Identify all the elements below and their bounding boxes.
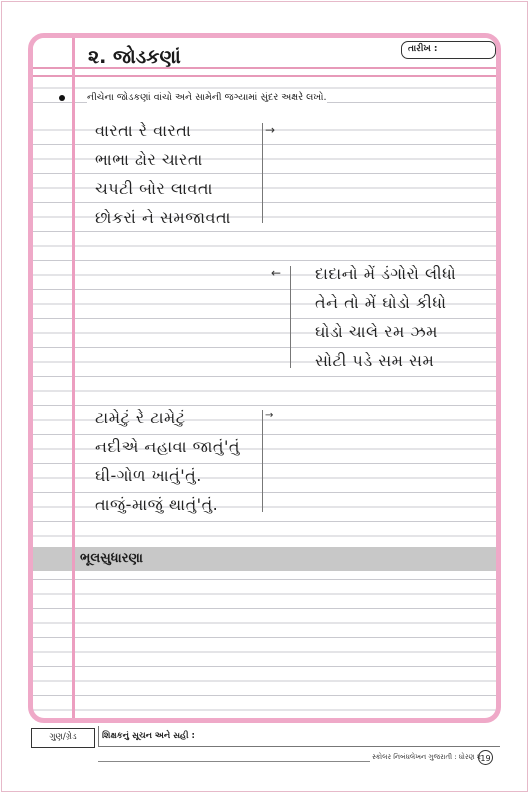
rhyme-3-line-2: નદીએ નહાવા જાતું'તું: [95, 437, 240, 456]
book-title: સ્કોલર નિબંધલેખન ગુજરાતી : ધોરણ ૨: [372, 753, 481, 761]
bullet-icon: [59, 95, 65, 101]
rhyme-3-line-3: ઘી-ગોળ ખાતું'તું.: [95, 466, 202, 485]
grade-box: [31, 728, 95, 748]
correction-band: [33, 547, 496, 571]
worksheet-page: [28, 33, 501, 723]
rhyme-1-line-2: ભાભા ઢોર ચારતા: [95, 150, 203, 169]
arrow-right-icon: →: [265, 410, 274, 421]
grade-label: ગુણ/ગ્રેડ: [49, 732, 77, 742]
arrow-right-icon: →: [265, 123, 276, 137]
teacher-remark-label: શિક્ષકનું સૂચન અને સહી :: [102, 731, 195, 741]
rhyme-3-line-1: ટામેટું રે ટામેટું: [95, 408, 186, 427]
rhyme-2-line-4: સોટી પડે સમ સમ: [315, 351, 435, 370]
date-field[interactable]: [401, 41, 496, 59]
margin-line: [72, 38, 75, 718]
page-title: ૨. જોડકણાં: [88, 46, 181, 68]
rhyme-1-divider: [262, 123, 263, 223]
teacher-separator: [98, 726, 99, 747]
rhyme-1-line-3: ચપટી બોર લાવતા: [95, 179, 213, 198]
rhyme-2-line-1: દાદાનો મેં ડંગોરો લીધો: [315, 264, 457, 283]
rhyme-3-line-4: તાજું-માજું થાતું'તું.: [95, 495, 219, 514]
correction-title: ભૂલસુધારણા: [80, 551, 143, 566]
rhyme-1-line-4: છોકરાં ને સમજાવતા: [95, 208, 231, 227]
page-number: 19: [478, 750, 493, 765]
rhyme-2-divider: [290, 266, 291, 368]
footer-rule: [98, 761, 370, 762]
instruction-text: નીચેના જોડકણાં વાંચો અને સામેની જગ્યામાં સુંદર અક્ષરે લખો.: [87, 92, 327, 103]
teacher-remark-line: [98, 746, 500, 747]
header-rule-bottom: [33, 75, 496, 77]
rhyme-2-line-3: ઘોડો ચાલે રમ ઝમ: [315, 322, 438, 341]
rhyme-1-line-1: વારતા રે વારતા: [95, 121, 192, 140]
rhyme-2-line-2: તેને તો મેં ઘોડો કીધો: [315, 293, 447, 312]
arrow-left-icon: ←: [271, 266, 282, 280]
date-label: તારીખ :: [408, 44, 438, 54]
rhyme-3-divider: [262, 410, 263, 512]
